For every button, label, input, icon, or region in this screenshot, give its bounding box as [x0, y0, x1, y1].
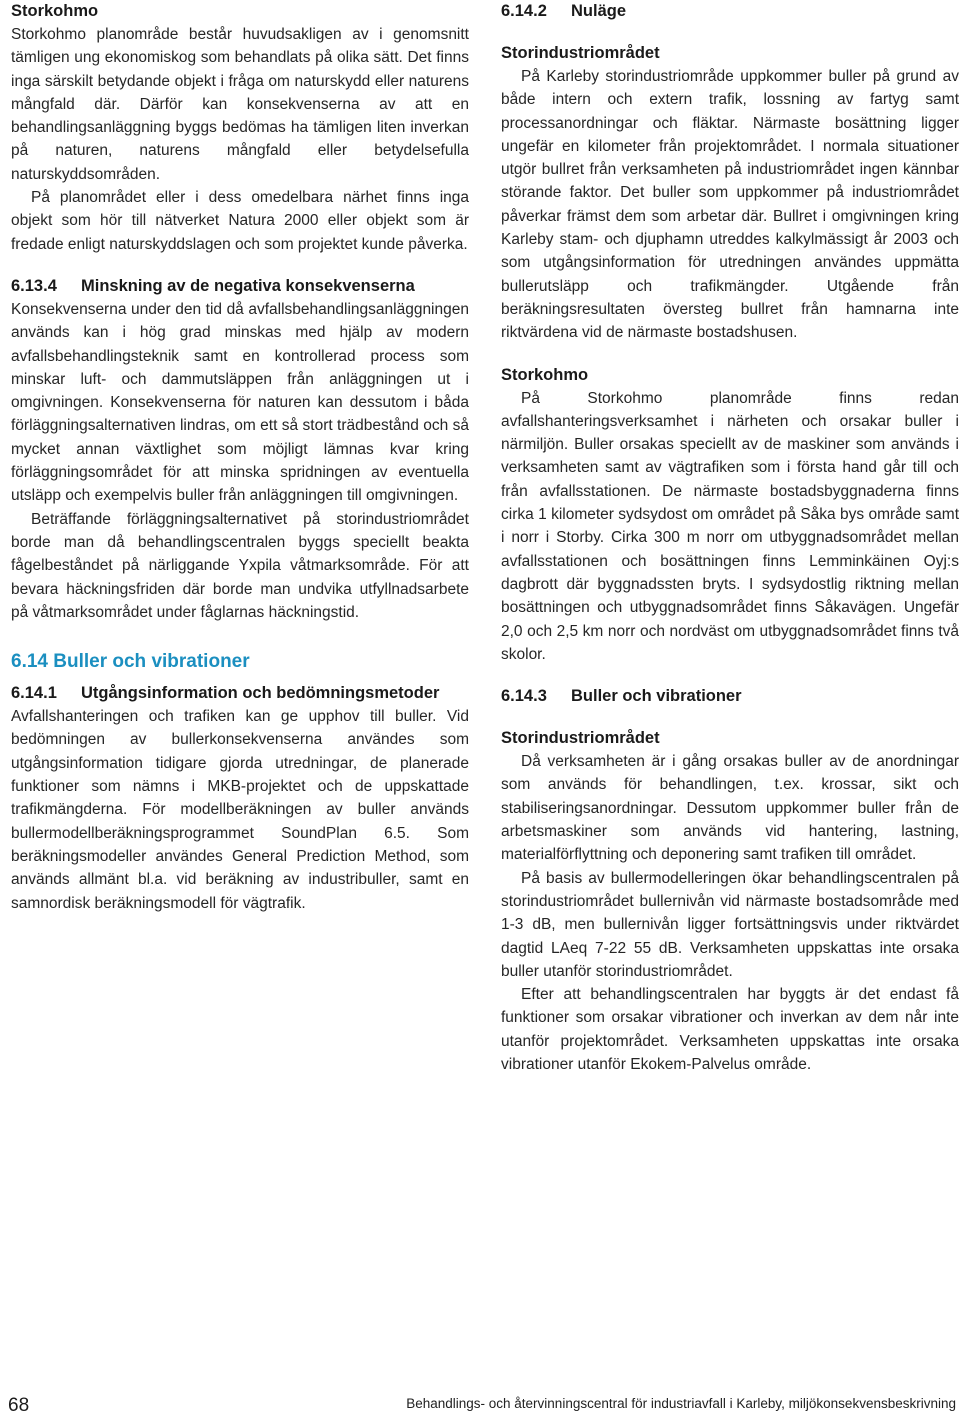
heading-storindustriomradet: Storindustriområdet [501, 44, 660, 62]
running-footer-title: Behandlings- och återvinningscentral för industriavfall i Karleby, miljökonsekvensbeskrivning [406, 1396, 956, 1411]
heading-number: 6.14.1 [11, 684, 57, 703]
paragraph-operating-noise: Då verksamheten är i gång orsakas buller av de anordningar som används för behandlingen, t.ex. krossar, sikt och stabiliseringsanordningar. Dessutom uppkommer buller från de arbetsmaskiner som används vid hantering, lastning, materialförflyttning och deponering samt trafiken till området. [501, 753, 959, 864]
heading-number: 6.14.3 [501, 687, 547, 706]
heading-6-14-2 [501, 0, 959, 23]
paragraph-karleby-industrial-noise: På Karleby storindustriområde uppkommer buller på grund av både intern och extern trafik, lossning av fartyg samt processanordningar och fläktar. Närmaste bosättning ligger ungefär en kilometer från projektområdet. I normala situationer utgör bullret från verksamheten på industriområdet ingen kännbar störande faktor. Det buller som uppkommer på industriområdet påverkar främst dem som arbetar där. Bullret i omgivningen kring Karleby stam- och djuphamn utreddes kalkylmässigt år 2003 och som utgångsinformation för utredningen användes uppmätta bullerutsläpp och trafikmängder. Utgående från beräkningsresultaten översteg bullret från hamnarna inte riktvärdena vid de närmaste bostadshusen. [501, 68, 959, 342]
paragraph-yxpila-wetland: Beträffande förläggningsalternativet på storindustriområdet borde man då behandlingscentralen byggs speciellt beakta fågelbeståndet på närliggande Yxpila våtmarksområde. För att bevara häckningsfriden där borde man undvika utfyllnadsarbete på våtmarksområdet under fåglarnas häckningstid. [11, 510, 469, 621]
paragraph-storkohmo-forest: Storkohmo planområde består huvudsakligen av i genomsnitt tämligen ung ekonomiskog som behandlats på olika sätt. Det finns inga särskilt betydande objekt i fråga om naturskydd eller naturens mångfald där. Därför kan konsekvenserna av att en behandlingsanläggning byggs bedömas ha tämligen liten inverkan på naturen, naturens mångfald eller betydelsefulla naturskyddsområden. [11, 26, 469, 183]
paragraph-storkohmo-noise: På Storkohmo planområde finns redan avfallshanteringsverksamhet i närheten och orsakar buller i närmiljön. Buller orsakas speciellt av de maskiner som används i verksamheten samt av vägtrafiken som i första hand går till och från avfallsstationen. De närmaste bostadsbyggnaderna finns cirka 1 kilometer sydsydost om området på Såka bys område samt i norr i Storby. Cirka 300 m norr om utbyggnadsområdet mellan avfallsstationen och bosättningen finns Lemminkäinen Oyj:s dagbrott där byggnadssten bryts. I sydsydostlig riktning mellan bosättningen och utbyggnadsområdet finns Såkavägen. Ungefär 2,0 och 2,5 km norr och nordväst om utbyggnadsområdet finns två skolor. [501, 389, 959, 663]
heading-title: Nuläge [571, 2, 627, 20]
paragraph-mitigation: Konsekvenserna under den tid då avfallsbehandlingsanläggningen används kan i hög grad minskas med hjälp av modern avfallsbehandlingsteknik samt en kontrollerad process som minskar luft- och dammutsläppen från anläggningen ut i omgivningen. Konsekvenserna för naturen kan dessutom i båda förläggningsalternativen lindras, om ett så stort trädbestånd och så mycket annan växtlighet som möjligt lämnas kvar kring förläggningsområdet för att minska spridningen av eventuella utsläpp och exempelvis buller från anläggningen till omgivningen. [11, 300, 469, 505]
heading-storkohmo: Storkohmo [501, 365, 589, 384]
section-title-6-14: 6.14 Buller och vibrationer [11, 651, 250, 673]
page-number: 68 [8, 1395, 30, 1416]
paragraph-natura-2000: På planområdet eller i dess omedelbara närhet finns inga objekt som hör till nätverket Natura 2000 eller objekt som är fredade enligt naturskyddslagen och som projektet kunde påverka. [11, 189, 469, 253]
heading-number: 6.13.4 [11, 276, 57, 295]
heading-6-13-4 [11, 275, 469, 298]
heading-storindustriomradet: Storindustriområdet [501, 729, 660, 748]
right-column [501, 0, 959, 1076]
heading-storkohmo: Storkohmo [11, 2, 99, 20]
left-column [11, 0, 469, 915]
heading-title: Buller och vibrationer [571, 687, 742, 706]
heading-number: 6.14.2 [501, 2, 547, 20]
heading-title: Minskning av de negativa konsekvenserna [81, 276, 415, 295]
paragraph-noise-modelling: På basis av bullermodelleringen ökar behandlingscentralen på storindustriområdet bullernivån vid närmaste bostadsområde med 1-3 dB, men bullernivån ligger fortsättningsvis under riktvärdet dagtid LAeq 7-22 55 dB. Verksamheten uppskattas inte orsaka buller utanför storindustriområdet. [501, 869, 959, 980]
paragraph-vibrations: Efter att behandlingscentralen har byggts är det endast få funktioner som orsakar vibrationer och inverkan av dem når inte utanför projektområdet. Verksamheten uppskattas inte orsaka vibrationer utanför Ekokem-Palvelus område. [501, 986, 959, 1073]
heading-6-14-3 [501, 685, 959, 708]
heading-title: Utgångsinformation och bedömningsmetoder [81, 684, 440, 703]
heading-6-14-1 [11, 682, 469, 705]
paragraph-noise-assessment: Avfallshanteringen och trafiken kan ge upphov till buller. Vid bedömningen av bullerkonsekvenserna användes som utgångsinformation tidigare gjorda utredningar, de planerade funktioner som nämns i MKB-projektet och de uppskattade trafikmängderna. För modellberäkningen av buller används bullermodellberäkningsprogrammet SoundPlan 6.5. Som beräkningsmodeller användes General Prediction Method, som används allmänt bl.a. vid beräkning av industribuller, samt en samnordisk beräkningsmodell för vägtrafik. [11, 708, 469, 912]
